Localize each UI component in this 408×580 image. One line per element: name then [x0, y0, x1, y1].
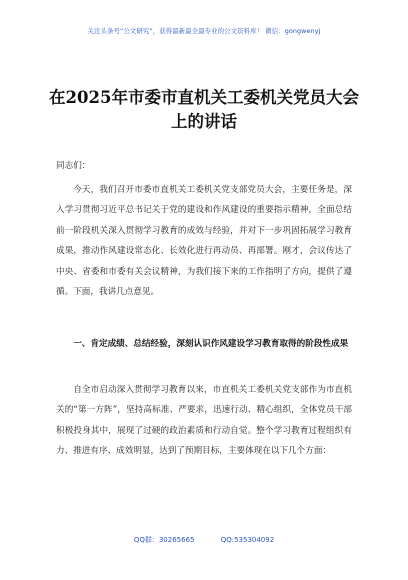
footer-qq-number[interactable]: QQ:535304092: [220, 536, 275, 544]
salutation: 同志们：: [56, 161, 91, 171]
section-heading-1: 一、肯定成绩、总结经验，深刻认识作风建设学习教育取得的阶段性成果: [73, 339, 349, 349]
paragraph-2: 自全市启动深入贯彻学习教育以来，市直机关工委机关党支部作为市直机关的“第一方阵”，坚持高标准、严要求，迅速行动、精心组织，全体党员干部积极投身其中，展现了过硬的政治素质和行动自觉。整个学习教育过程组织有力、推进有序、成效明显，达到了预期目标，主要体现在以下几个方面：: [56, 385, 352, 457]
footer-contact: [0, 535, 408, 545]
footer-qq-group[interactable]: QQ群：30265665: [133, 536, 195, 544]
paragraph-1: 今天，我们召开市委市直机关工委机关党支部党员大会，主要任务是，深入学习贯彻习近平总书记关于党的建设和作风建设的重要指示精神，全面总结前一阶段机关深入贯彻学习教育的成效与经验，并对下一步巩固拓展学习教育成果，推动作风建设常态化、长效化进行再动员、再部署。刚才，会议传达了中央、省委和市委有关会议精神，为我们接下来的工作指明了方向，提供了遵循。下面，我讲几点意见。: [56, 185, 352, 298]
document-title: 在2025年市委市直机关工委机关党员大会上的讲话: [49, 88, 359, 131]
promo-banner[interactable]: 关注头条号“公文研究”，获得最新最全最专业的公文资料库！ 微信：gongwenyj: [87, 27, 321, 35]
